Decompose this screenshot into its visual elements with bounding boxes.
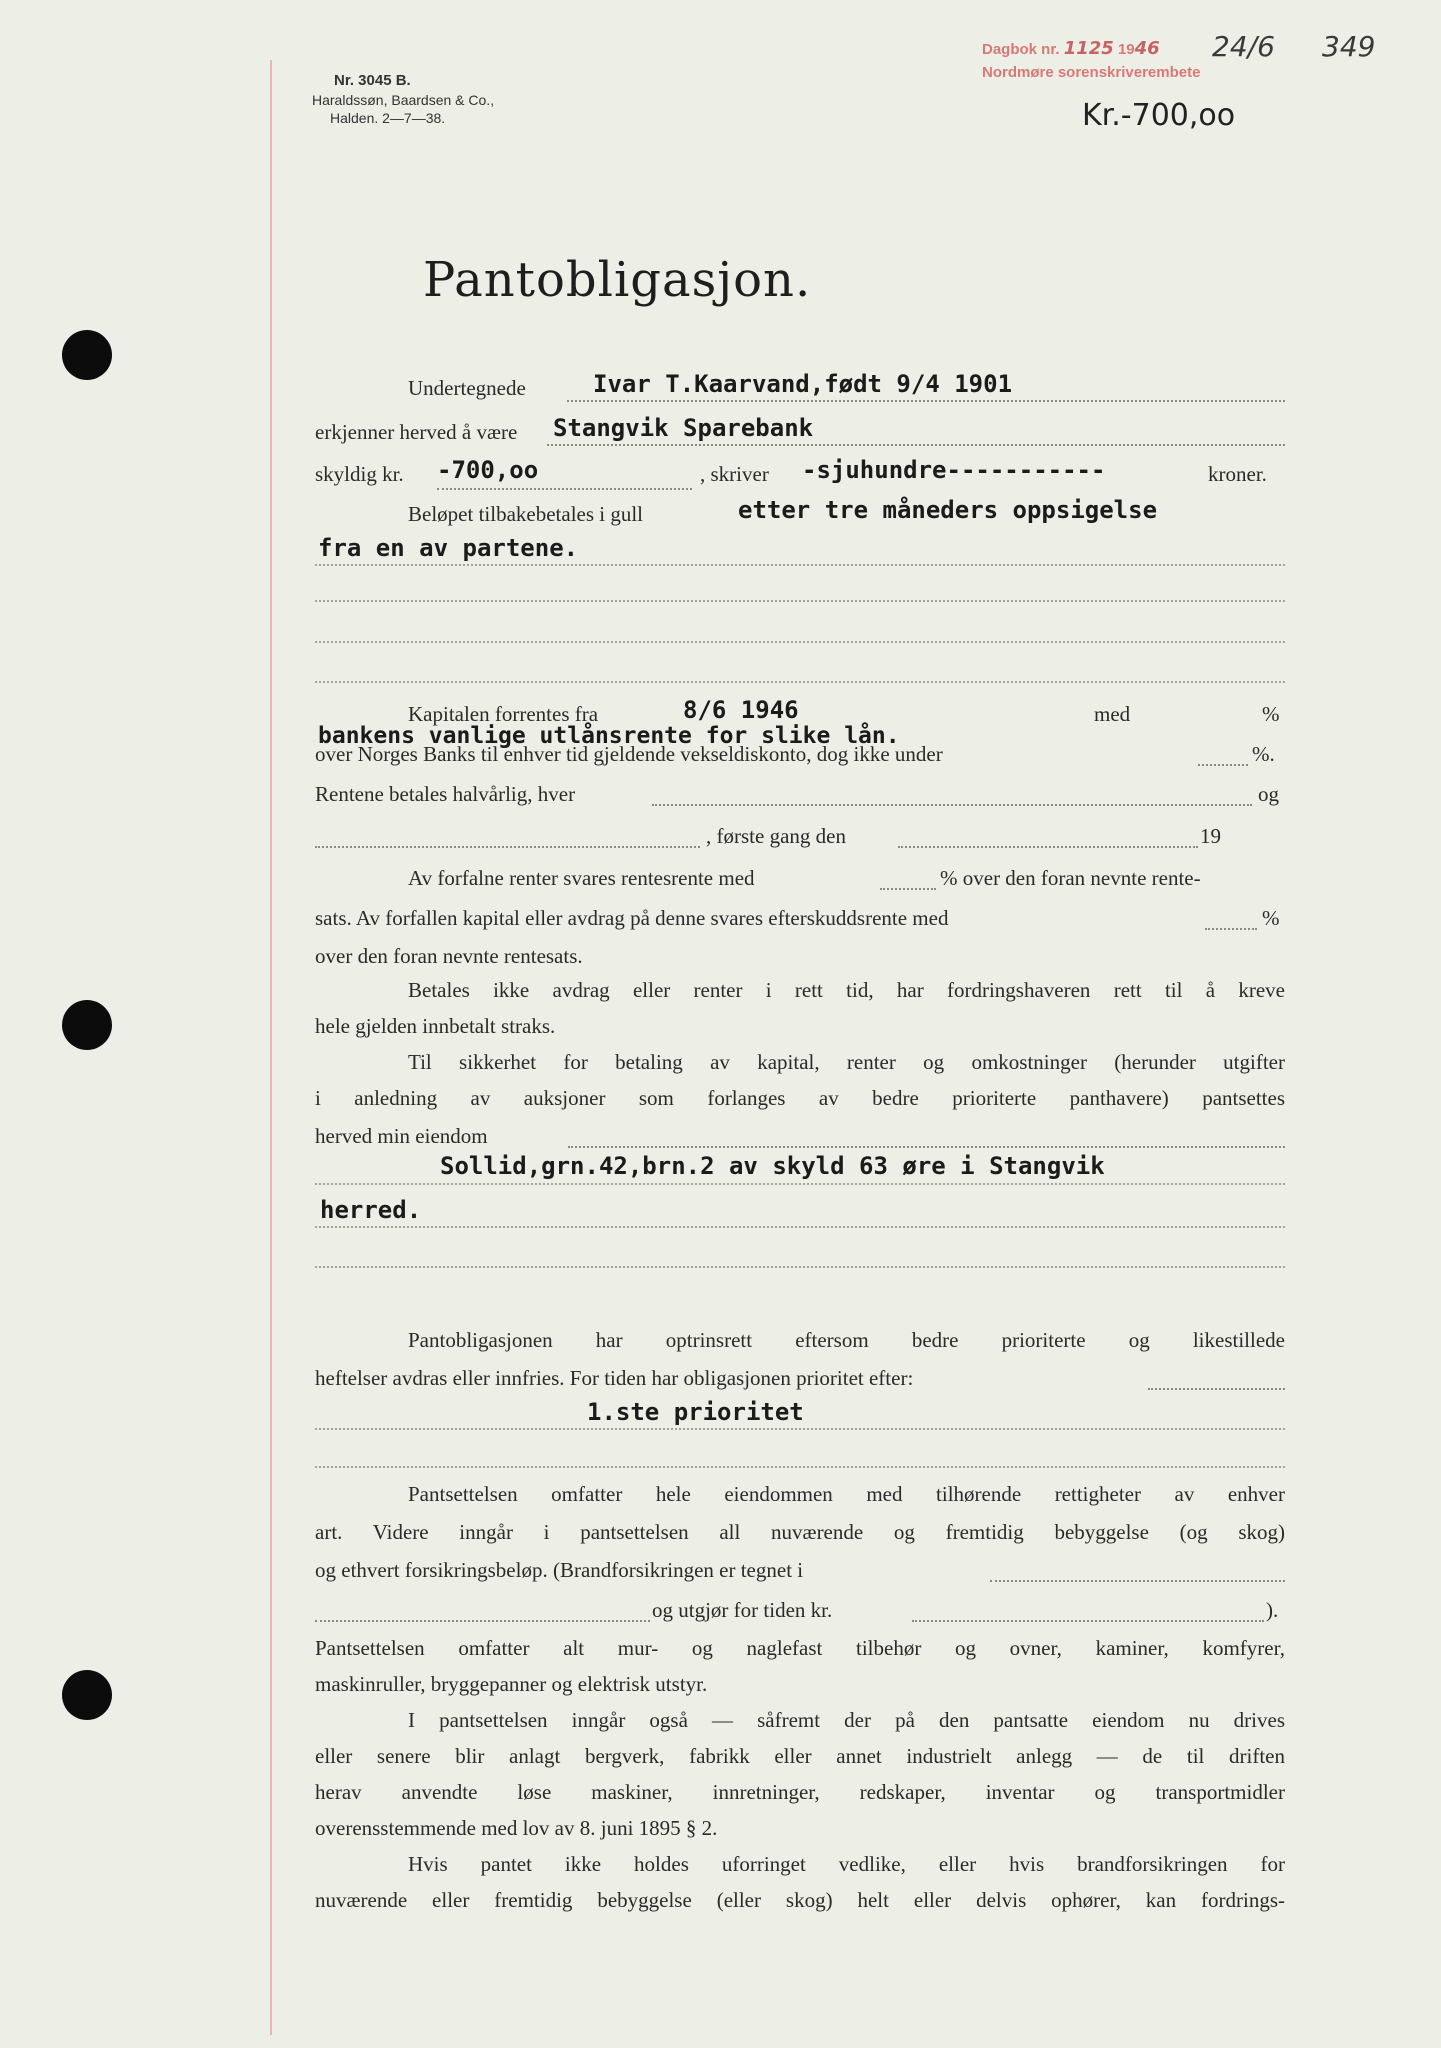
interest-typed-over: bankens vanlige utlånsrente for slike lån. <box>318 723 900 749</box>
p2-line2: hele gjelden innbetalt straks. <box>315 1014 556 1038</box>
page-hand: 349 <box>1322 30 1376 63</box>
interest-line2-percent: %. <box>1252 742 1275 766</box>
interest-line2: over Norges Banks til enhver tid gjeldende vekseldiskonto, dog ikke under <box>315 742 943 766</box>
punch-hole <box>62 1000 112 1050</box>
repayment-line1: etter tre måneders oppsigelse <box>738 496 1158 524</box>
year-prefix: 19 <box>1117 41 1135 58</box>
dagbok-label: Dagbok nr. <box>982 41 1060 58</box>
blank-line <box>315 1266 1285 1268</box>
blank-line <box>315 600 1285 602</box>
scope-line2: art. Videre inngår i pantsettelsen all nuværende og fremtidig bebyggelse (og skog) <box>315 1520 1285 1544</box>
debt-suffix: kroner. <box>1208 462 1267 486</box>
p1-line1-b: % over den foran nevnte rente- <box>940 866 1201 890</box>
interest-from-date: 8/6 1946 <box>683 696 799 724</box>
rentesrente-line <box>880 888 936 890</box>
amount-header: Kr.-700,oo <box>1082 98 1236 133</box>
p1-line3: over den foran nevnte rentesats. <box>315 944 583 968</box>
brandforsikring-line <box>990 1580 1285 1582</box>
printer-name: Haraldssøn, Baardsen & Co., <box>312 92 495 108</box>
debtor-label: Undertegnede <box>408 376 526 400</box>
scope-line6: maskinruller, bryggepanner og elektrisk utstyr. <box>315 1672 708 1696</box>
repayment-label: Beløpet tilbakebetales i gull <box>408 502 644 526</box>
property-line1: Sollid,grn.42,brn.2 av skyld 63 øre i Stangvik <box>440 1152 1105 1180</box>
blank-line <box>315 1183 1285 1185</box>
interest-label: Kapitalen forrentes fra <box>408 702 599 726</box>
first-time-date-line <box>898 846 1198 848</box>
printer-city-date: Halden. 2—7—38. <box>330 110 446 126</box>
debt-amount-line <box>437 488 692 490</box>
halfyear-line <box>652 804 1252 806</box>
efterskuddsrente-line <box>1205 928 1257 930</box>
punch-hole <box>62 330 112 380</box>
scope-line3: og ethvert forsikringsbeløp. (Brandforsikringen er tegnet i <box>315 1558 804 1582</box>
p3-line1: Til sikkerhet for betaling av kapital, renter og omkostninger (herunder utgifter <box>408 1050 1285 1074</box>
scope-line9: herav anvendte løse maskiner, innretninger, redskaper, inventar og transportmidler <box>315 1780 1285 1804</box>
year-hand: 46 <box>1134 38 1160 59</box>
blank-line <box>315 1226 1285 1228</box>
debt-words-label: , skriver <box>700 462 769 486</box>
form-number: Nr. 3045 B. <box>334 72 411 89</box>
utgjor-amount-line <box>912 1620 1264 1622</box>
min-percent-line <box>1198 764 1248 766</box>
office-stamp: Nordmøre sorenskriverembete <box>982 64 1201 81</box>
scope-line5: Pantsettelsen omfatter alt mur- og naglefast tilbehør og ovner, kaminer, komfyrer, <box>315 1636 1285 1660</box>
creditor-value: Stangvik Sparebank <box>553 414 814 442</box>
blank-line <box>315 681 1285 683</box>
creditor-line <box>547 444 1285 446</box>
p2-line1: Betales ikke avdrag eller renter i rett tid, har fordringshaveren rett til å kreve <box>408 978 1285 1002</box>
p3-line2: i anledning av auksjoner som forlanges av bedre prioriterte panthavere) pantsettes <box>315 1086 1285 1110</box>
scope-line8: eller senere blir anlagt bergverk, fabrikk eller annet industrielt anlegg — de til driften <box>315 1744 1285 1768</box>
date-hand: 24/6 <box>1212 30 1275 63</box>
debt-label: skyldig kr. <box>315 462 404 486</box>
dagbok-number: 1125 <box>1063 38 1114 59</box>
p3-line3: herved min eiendom <box>315 1124 488 1148</box>
scope-line10: overensstemmende med lov av 8. juni 1895 § 2. <box>315 1816 718 1840</box>
interest-og: og <box>1258 782 1279 806</box>
debtor-line <box>567 400 1285 402</box>
property-line2: herred. <box>320 1196 422 1224</box>
scope-line7: I pantsettelsen inngår også — såfremt der på den pantsatte eiendom nu drives <box>408 1708 1285 1732</box>
interest-halfyear: Rentene betales halvårlig, hver <box>315 782 576 806</box>
dagbok-stamp <box>982 38 1160 59</box>
interest-med: med <box>1094 702 1131 726</box>
scope-line11: Hvis pantet ikke holdes uforringet vedlike, eller hvis brandforsikringen for <box>408 1852 1285 1876</box>
interest-nineteen: 19 <box>1200 824 1221 848</box>
scope-line4-b: ). <box>1266 1598 1279 1622</box>
interest-percent: % <box>1262 702 1280 726</box>
interest-first-time: , første gang den <box>706 824 846 848</box>
p1-line2-a: sats. Av forfallen kapital eller avdrag på denne svares efterskuddsrente med <box>315 906 949 930</box>
scope-line1: Pantsettelsen omfatter hele eiendommen med tilhørende rettigheter av enhver <box>408 1482 1285 1506</box>
priority-line1: Pantobligasjonen har optrinsrett eftersom bedre prioriterte og likestillede <box>408 1328 1285 1352</box>
p1-line2-b: % <box>1262 906 1280 930</box>
document-title: Pantobligasjon. <box>423 252 812 308</box>
margin-rule <box>270 60 272 2035</box>
first-time-line <box>315 846 700 848</box>
scope-line4-a: og utgjør for tiden kr. <box>652 1598 833 1622</box>
blank-line <box>315 1466 1285 1468</box>
repayment-line2: fra en av partene. <box>318 534 579 562</box>
utgjor-lead-line <box>315 1620 650 1622</box>
eiendom-line <box>568 1146 1285 1148</box>
debt-amount: -700,oo <box>437 456 539 484</box>
priority-end-line <box>1148 1388 1285 1390</box>
priority-value: 1.ste prioritet <box>587 1398 804 1426</box>
debtor-value: Ivar T.Kaarvand,født 9/4 1901 <box>593 370 1013 398</box>
scope-line12: nuværende eller fremtidig bebyggelse (eller skog) helt eller delvis ophører, kan fordrings- <box>315 1888 1285 1912</box>
blank-line <box>315 564 1285 566</box>
blank-line <box>315 641 1285 643</box>
p1-line1-a: Av forfalne renter svares rentesrente med <box>408 866 755 890</box>
blank-line <box>315 1428 1285 1430</box>
priority-line2: heftelser avdras eller innfries. For tiden har obligasjonen prioritet efter: <box>315 1366 914 1390</box>
punch-hole <box>62 1670 112 1720</box>
debt-words: -sjuhundre----------- <box>802 456 1106 484</box>
creditor-label: erkjenner herved å være <box>315 420 518 444</box>
